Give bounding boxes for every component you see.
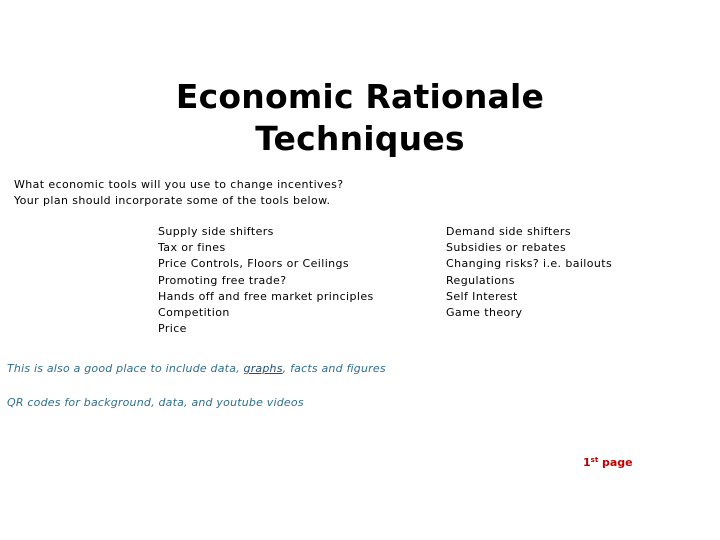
list-item: Supply side shifters	[158, 225, 274, 238]
intro-line-2: Your plan should incorporate some of the tools below.	[14, 194, 331, 207]
list-item: Changing risks? i.e. bailouts	[446, 257, 613, 271]
list-item: Regulations	[446, 273, 515, 287]
qr-codes-note: QR codes for background, data, and youtube videos	[7, 396, 304, 409]
list-item: Price Controls, Floors or Ceilings	[158, 257, 350, 271]
list-item: Promoting free trade?	[158, 273, 287, 287]
page-number-label	[583, 456, 633, 469]
page-number-suffix: st	[590, 456, 599, 464]
list-item: Price	[158, 322, 187, 336]
data-note	[7, 362, 386, 375]
demand-side-list	[446, 224, 612, 321]
page-number: 1	[583, 456, 591, 469]
list-item: Tax or fines	[158, 241, 226, 255]
page-title	[0, 76, 720, 160]
graphs-link[interactable]: graphs	[243, 362, 283, 375]
page-word: page	[598, 456, 633, 469]
data-note-text-before: This is also a good place to include data,	[7, 362, 244, 375]
intro-line-1: What economic tools will you use to change incentives?	[14, 178, 344, 191]
data-note-text-after: , facts and figures	[282, 362, 386, 375]
list-item: Demand side shifters	[446, 225, 571, 238]
list-item: Subsidies or rebates	[446, 241, 567, 255]
title-line-2: Techniques	[255, 119, 465, 158]
list-item: Game theory	[446, 306, 523, 320]
list-item: Self Interest	[446, 289, 518, 303]
title-line-1: Economic Rationale	[175, 77, 545, 116]
supply-side-list	[158, 224, 374, 337]
list-item: Competition	[158, 306, 230, 320]
list-item: Hands off and free market principles	[158, 289, 374, 303]
intro-text	[14, 177, 344, 209]
